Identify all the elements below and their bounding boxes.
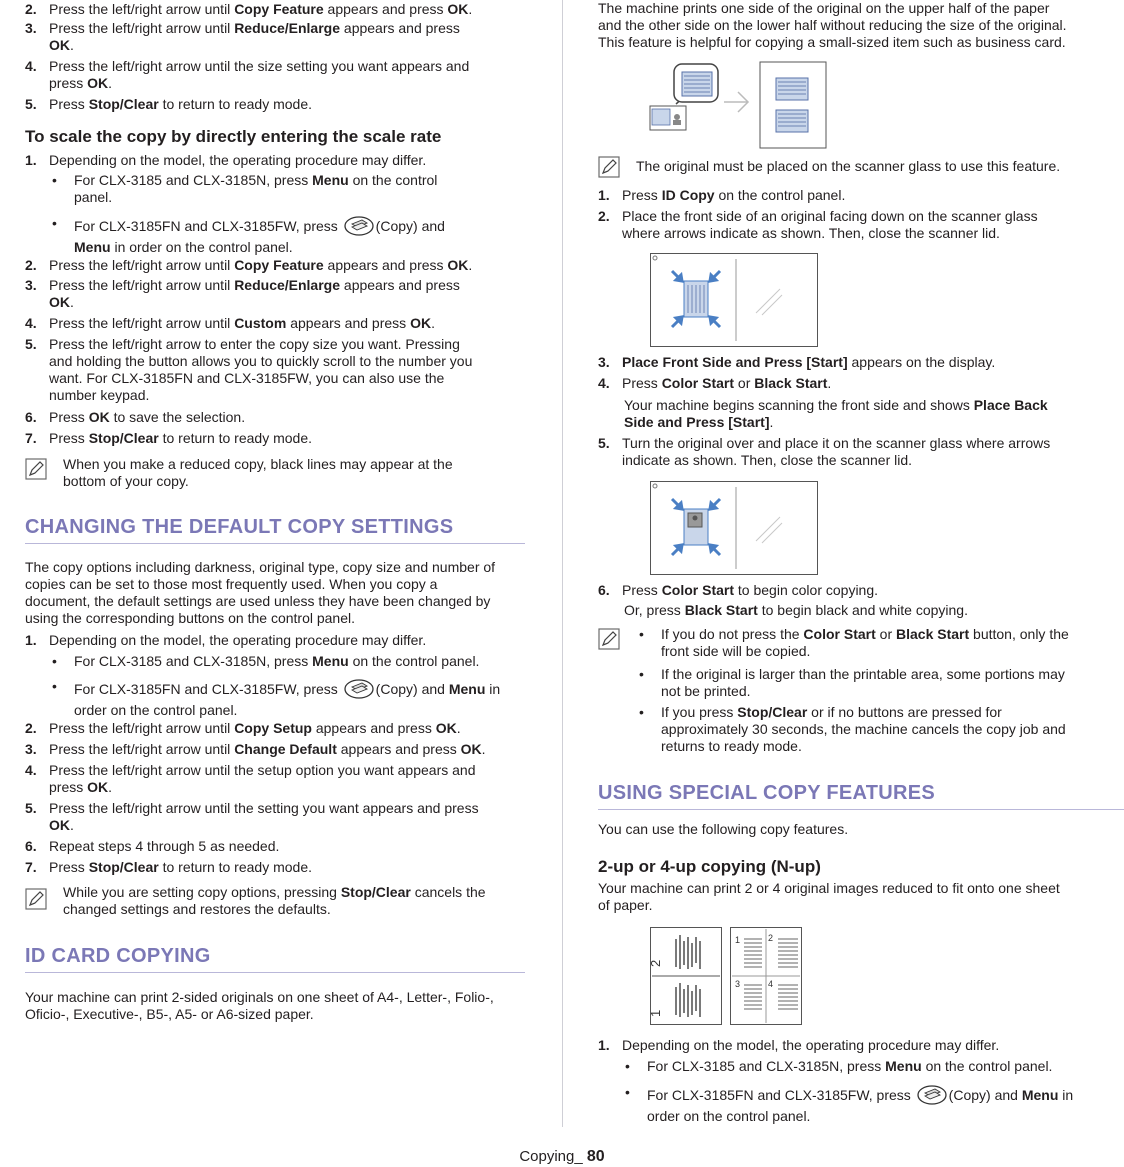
- scale-step-1: 1. Depending on the model, the operating procedure may differ.: [25, 152, 427, 168]
- step-7: 7. Press Stop/Clear to return to ready mode.: [25, 859, 313, 875]
- step-7: 7. Press Stop/Clear to return to ready mode.: [25, 430, 313, 446]
- subheading-scale-rate: To scale the copy by directly entering the scale rate: [25, 127, 442, 146]
- step-5: 5. Press the left/right arrow to enter the copy size you want. Pressing and holding the button allows you to quickly scroll to the number you want. For CLX-3185FN and CLX-3185FW, you can also use the number keypad.: [25, 336, 473, 403]
- id-description: The machine prints one side of the original on the upper half of the paper and the other side on the lower half without reducing the size of the original. This feature is helpful for copying a small-sized item such as business card.: [598, 0, 1067, 50]
- heading-rule: [598, 809, 1124, 810]
- heading-rule: [25, 972, 525, 973]
- heading-special-copy-features: USING SPECIAL COPY FEATURES: [598, 782, 936, 804]
- id-card-back-icon: [650, 106, 686, 130]
- note-pencil-icon: [598, 628, 620, 650]
- note-pencil-icon: [25, 888, 47, 910]
- column-divider: [562, 0, 563, 1127]
- note-id-copy: [598, 626, 1124, 756]
- note-pencil-icon: [598, 156, 620, 178]
- scale-bullet-2: • For CLX-3185FN and CLX-3185FW, press (Copy) and Menu in order on the control panel.: [52, 215, 445, 255]
- copy-button-icon: [916, 1084, 948, 1106]
- two-up-label-1: 1: [648, 1009, 663, 1017]
- four-up-label-2: 2: [768, 933, 774, 943]
- four-up-page-illustration: [730, 927, 802, 1025]
- scale-bullet-1: • For CLX-3185 and CLX-3185N, press Menu on the control panel.: [52, 172, 438, 205]
- note-bullet: • If you do not press the Color Start or Black Start button, only the front side will be copied.: [639, 626, 1069, 659]
- heading-default-copy-settings: CHANGING THE DEFAULT COPY SETTINGS: [25, 516, 454, 538]
- heading-id-card-copying: ID CARD COPYING: [25, 945, 211, 967]
- default-intro: The copy options including darkness, original type, copy size and number of copies can be set to those most frequently used. When you copy a document, the default settings are used unless they have been changed by using the corresponding buttons on the control panel.: [25, 559, 496, 626]
- four-up-label-4: 4: [768, 979, 774, 989]
- note-stop-clear: While you are setting copy options, pressing Stop/Clear cancels the changed settings and restores the defaults.: [25, 884, 525, 924]
- note-bullet: • If you press Stop/Clear or if no buttons are pressed for approximately 30 seconds, the machine cancels the copy job and returns to ready mode.: [639, 704, 1066, 754]
- step-1: 1. Press ID Copy on the control panel.: [598, 187, 846, 203]
- step-6: 6. Press Color Start to begin color copying.: [598, 582, 879, 598]
- page-number: 80: [586, 1148, 605, 1165]
- n-up-description: Your machine can print 2 or 4 original images reduced to fit onto one sheet of paper.: [598, 880, 1060, 913]
- copy-button-icon: [343, 678, 375, 700]
- copy-button-icon: [343, 215, 375, 237]
- note-reduced-copy: When you make a reduced copy, black lines may appear at the bottom of your copy.: [25, 456, 525, 496]
- step-6-extra: Or, press Black Start to begin black and white copying.: [624, 602, 968, 618]
- step-6: 6. Press OK to save the selection.: [25, 409, 246, 425]
- step-3: 3. Press the left/right arrow until Reduce/Enlarge appears and press OK.: [25, 277, 460, 310]
- n-up-bullet-1: • For CLX-3185 and CLX-3185N, press Menu on the control panel.: [625, 1058, 1053, 1074]
- note-bullet: • If the original is larger than the printable area, some portions may not be printed.: [639, 666, 1065, 699]
- heading-rule: [25, 543, 525, 544]
- special-intro: You can use the following copy features.: [598, 821, 849, 837]
- four-up-label-1: 1: [735, 935, 741, 945]
- default-bullet-2: • For CLX-3185FN and CLX-3185FW, press (Copy) and Menu in order on the control panel.: [52, 678, 501, 718]
- note-scanner-glass: The original must be placed on the scanner glass to use this feature.: [598, 156, 1124, 180]
- subheading-n-up: 2-up or 4-up copying (N-up): [598, 857, 821, 876]
- default-step-1: 1. Depending on the model, the operating procedure may differ.: [25, 632, 427, 648]
- two-up-page-illustration: [650, 927, 722, 1025]
- default-bullet-1: • For CLX-3185 and CLX-3185N, press Menu on the control panel.: [52, 653, 480, 669]
- step-4: 4. Press the left/right arrow until the size setting you want appears and press OK.: [25, 58, 470, 91]
- four-up-label-3: 3: [735, 979, 741, 989]
- id-intro: Your machine can print 2-sided originals on one sheet of A4-, Letter-, Folio-, Oficio-, Executive-, B5-, A5- or A6-sized paper.: [25, 989, 494, 1022]
- n-up-step-1: 1. Depending on the model, the operating procedure may differ.: [598, 1037, 1000, 1053]
- id-card-front-zoom-icon: [674, 64, 718, 102]
- step-3: 3. Place Front Side and Press [Start] appears on the display.: [598, 354, 996, 370]
- step-4-extra: Your machine begins scanning the front side and shows Place Back Side and Press [Start].: [624, 397, 1048, 430]
- step-4: 4. Press the left/right arrow until the setup option you want appears and press OK.: [25, 762, 476, 795]
- id-card-copy-illustration: [646, 60, 836, 152]
- step-2: 2. Press the left/right arrow until Copy Feature appears and press OK.: [25, 1, 473, 17]
- step-2: 2. Press the left/right arrow until Copy Feature appears and press OK.: [25, 257, 473, 273]
- step-5: 5. Turn the original over and place it on the scanner glass where arrows indicate as shown. Then, close the scanner lid.: [598, 435, 1051, 468]
- n-up-bullet-2: • For CLX-3185FN and CLX-3185FW, press (Copy) and Menu in order on the control panel.: [625, 1084, 1074, 1124]
- step-5: 5. Press Stop/Clear to return to ready mode.: [25, 96, 313, 112]
- footer-label: Copying_: [519, 1148, 583, 1165]
- step-4: 4. Press Color Start or Black Start.: [598, 375, 832, 391]
- arrow-right-icon: [724, 92, 748, 112]
- step-4: 4. Press the left/right arrow until Custom appears and press OK.: [25, 315, 435, 331]
- step-2: 2. Press the left/right arrow until Copy Setup appears and press OK.: [25, 720, 461, 736]
- step-3: 3. Press the left/right arrow until Change Default appears and press OK.: [25, 741, 486, 757]
- scanner-glass-back-illustration: [650, 481, 818, 575]
- step-6: 6. Repeat steps 4 through 5 as needed.: [25, 838, 280, 854]
- note-pencil-icon: [25, 458, 47, 480]
- step-2: 2. Place the front side of an original facing down on the scanner glass where arrows indicate as shown. Then, close the scanner lid.: [598, 208, 1038, 241]
- output-page-icon: [760, 62, 826, 148]
- page-footer: [0, 1148, 1124, 1165]
- two-up-label-2: 2: [648, 959, 663, 967]
- step-3: 3. Press the left/right arrow until Reduce/Enlarge appears and press OK.: [25, 20, 460, 53]
- step-5: 5. Press the left/right arrow until the setting you want appears and press OK.: [25, 800, 479, 833]
- scanner-glass-front-illustration: [650, 253, 818, 347]
